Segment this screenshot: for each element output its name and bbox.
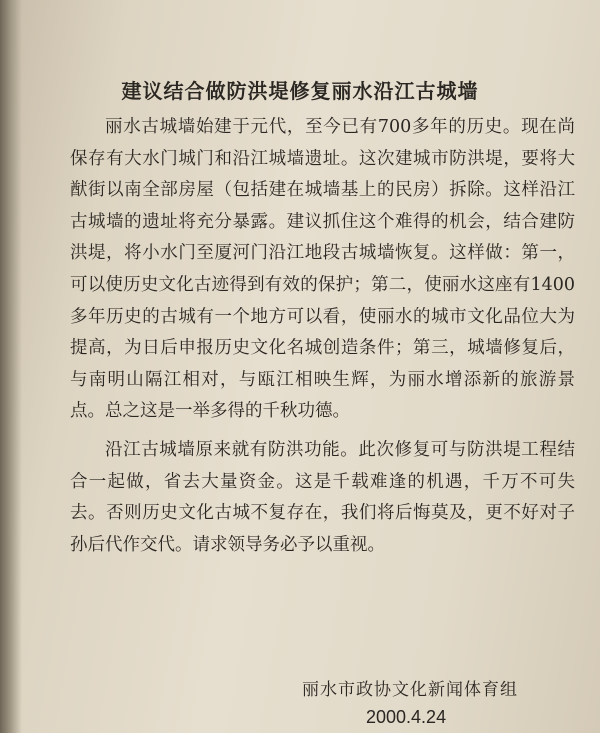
bleed-through-text-bottom-2 [90, 705, 570, 726]
page-binding-shadow [0, 0, 22, 733]
bleed-through-text-top [90, 28, 570, 49]
signature-date: 2000.4.24 [366, 707, 447, 727]
paragraph-2: 沿江古城墙原来就有防洪功能。此次修复可与防洪堤工程结合一起做，省去大量资金。这是千载难逢的机遇，千万不可失去。否则历史文化古城不复存在，我们将后悔莫及，更不好对子孙后代作交代。请求领导务必予以重视。 [70, 439, 575, 555]
paragraph-1: 丽水古城墙始建于元代，至今已有700多年的历史。现在尚保存有大水门城门和沿江城墙遗址。这次建城市防洪堤，要将大猷街以南全部房屋（包括建在城墙基上的民房）拆除。这样沿江古城墙的遗址将充分暴露。建议抓住这个难得的机会，结合建防洪堤，将小水门至厦河门沿江地段古城墙恢复。这样做：第一，可以使历史文化古迹得到有效的保护；第二，使丽水这座有1400多年历史的古城有一个地方可以看，使丽水的城市文化品位大为提高，为日后申报历史文化名城创造条件；第三，城墙修复后，与南明山隔江相对，与瓯江相映生辉，为丽水增添新的旅游景点。总之这是一举多得的千秋功德。 [70, 117, 575, 422]
signature-organization: 丽水市政协文化新闻体育组 [302, 680, 518, 700]
document-body [70, 112, 575, 561]
document-title: 建议结合做防洪堤修复丽水沿江古城墙 [121, 79, 479, 103]
